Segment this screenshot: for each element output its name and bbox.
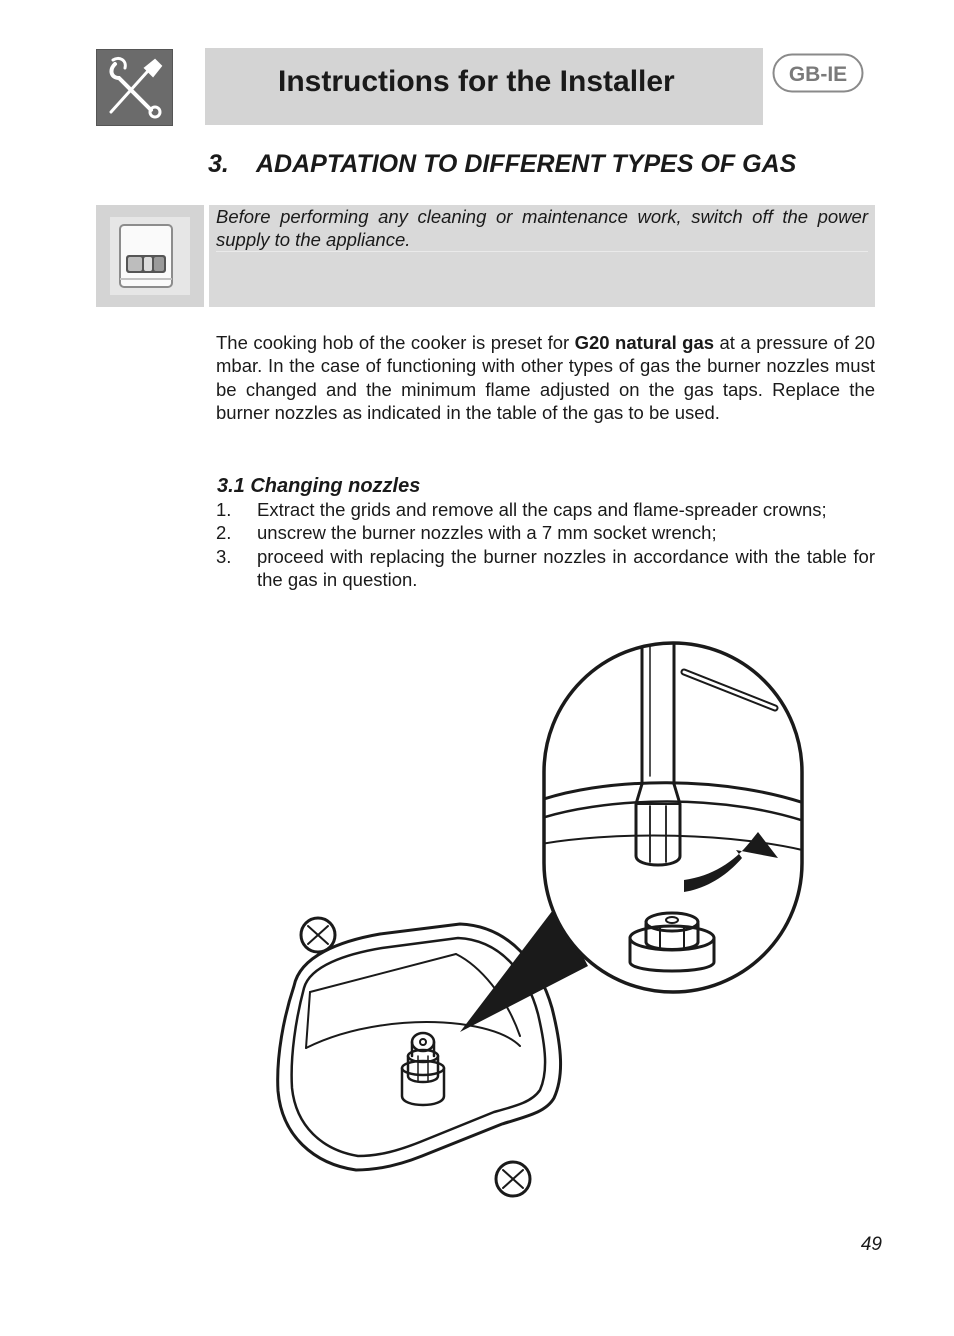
step-text: proceed with replacing the burner nozzles in accordance with the table for the gas in question. — [257, 545, 875, 591]
tools-icon — [96, 49, 173, 126]
section-title: ADAPTATION TO DIFFERENT TYPES OF GAS — [256, 150, 797, 178]
list-item — [216, 521, 875, 544]
intro-text-start: The cooking hob of the cooker is preset for — [216, 332, 575, 353]
list-item — [216, 545, 875, 592]
warning-text: Before performing any cleaning or maintenance work, switch off the power supply to the appliance. — [216, 206, 868, 250]
step-number: 3. — [216, 545, 232, 567]
nozzle-socket-wrench-illustration — [270, 636, 810, 1202]
step-number: 1. — [216, 499, 232, 520]
warning-icon-panel — [96, 205, 204, 307]
subsection-heading: 3.1 Changing nozzles — [217, 475, 421, 497]
region-badge-label: GB-IE — [788, 63, 848, 86]
warning-divider — [216, 251, 868, 252]
section-heading — [208, 146, 796, 182]
intro-gas-type: G20 natural gas — [574, 332, 715, 353]
intro-text-end: at a pressure of 20 mbar. In the case of functioning with other types of gas the burner nozzles must be changed and the minimum flame adjusted on the gas taps. Replace the burner nozzles as indicated in the table of the gas to be used. — [216, 332, 875, 424]
nozzle-replacement-figure — [270, 636, 810, 1202]
steps-list — [216, 498, 875, 592]
list-item — [216, 498, 875, 521]
page-title: Instructions for the Installer — [278, 65, 675, 98]
power-switch-icon — [96, 205, 204, 307]
region-badge — [772, 53, 864, 93]
step-text: unscrew the burner nozzles with a 7 mm socket wrench; — [257, 522, 717, 544]
intro-paragraph — [216, 331, 875, 425]
section-number: 3. — [208, 150, 229, 178]
step-text: Extract the grids and remove all the caps and flame-spreader crowns; — [257, 499, 827, 520]
step-number: 2. — [216, 522, 232, 544]
page-number: 49 — [860, 1234, 882, 1255]
